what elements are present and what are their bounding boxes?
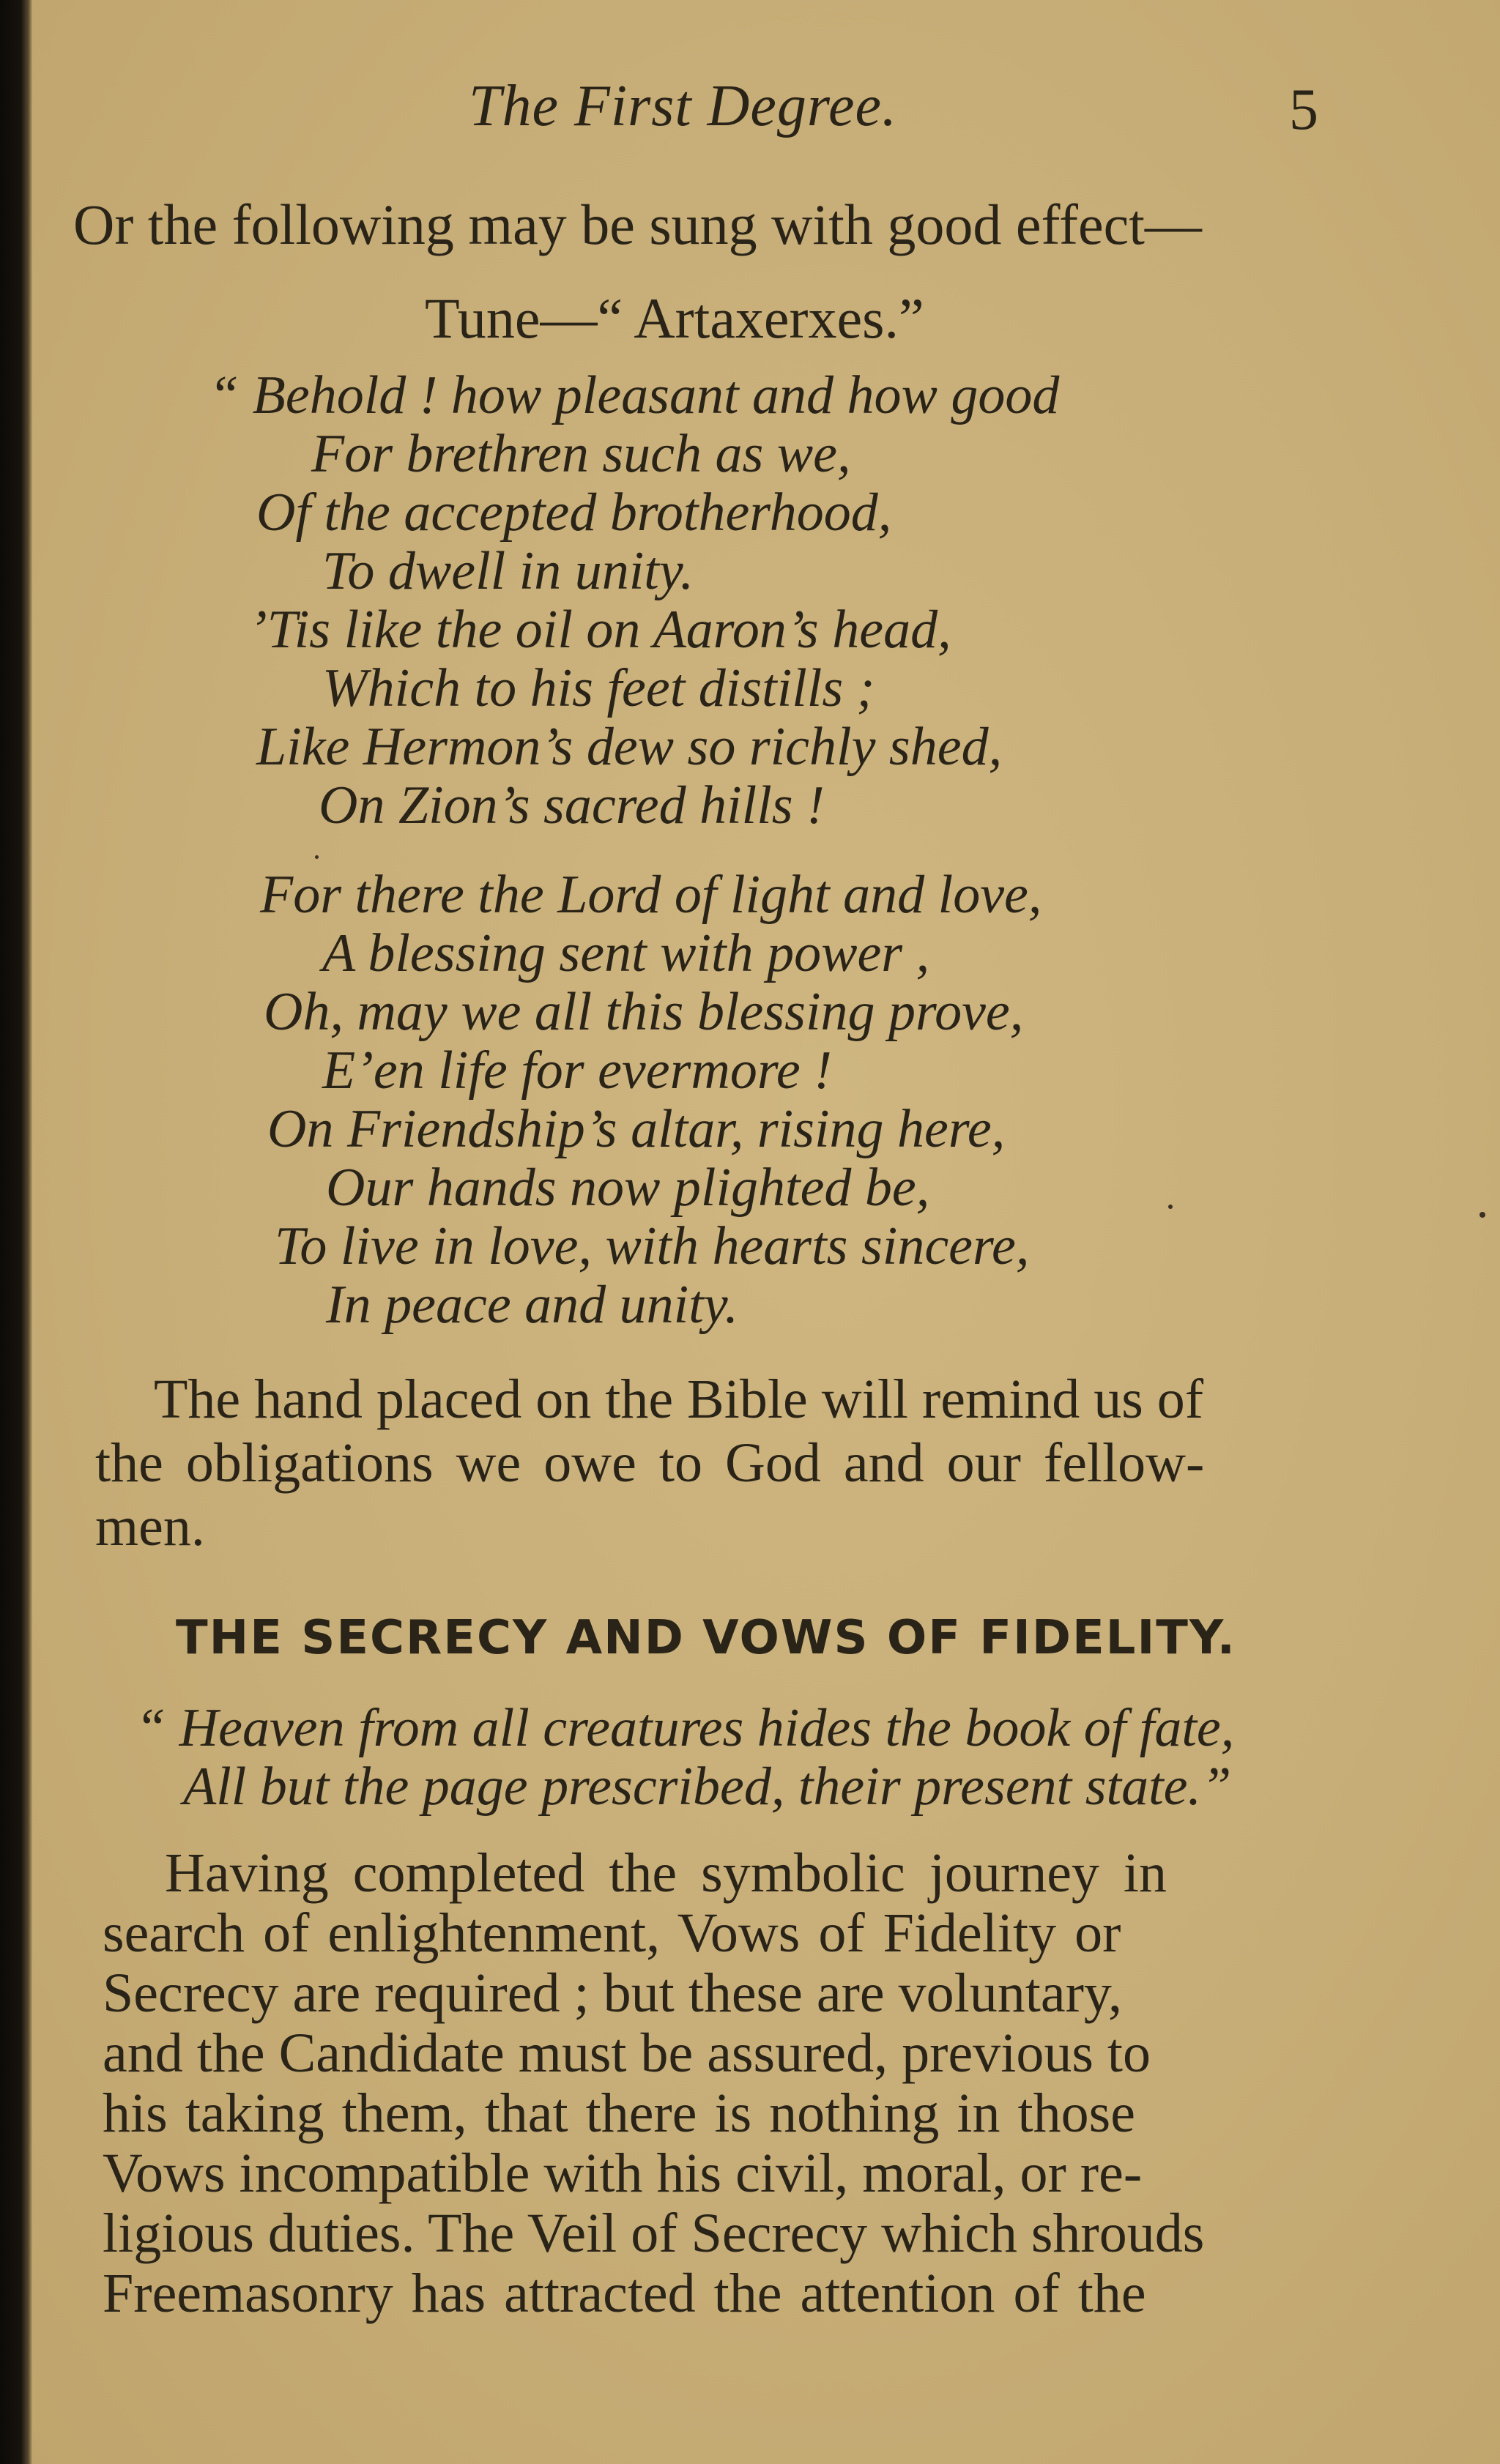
paper-speck	[1168, 1205, 1173, 1209]
paragraph-line: and the Candidate must be assured, previous to	[103, 2022, 1151, 2084]
paper-speck	[315, 855, 319, 859]
paragraph-line: ligious duties. The Veil of Secrecy which shrouds	[103, 2203, 1205, 2264]
hymn-line: To dwell in unity.	[322, 541, 694, 601]
hymn-line: Which to his feet distills ;	[322, 658, 875, 718]
paragraph-line: The hand placed on the Bible will remind us of	[154, 1369, 1204, 1430]
motto-line: All but the page prescribed, their present state.”	[183, 1757, 1232, 1817]
hymn-line: On Zion’s sacred hills !	[319, 775, 825, 835]
hymn-line: ’Tis like the oil on Aaron’s head,	[249, 600, 951, 660]
hymn-line: Of the accepted brotherhood,	[256, 483, 892, 543]
paragraph-line: Secrecy are required ; but these are voluntary,	[103, 1962, 1122, 2024]
paragraph-line: Having completed the symbolic journey in	[165, 1842, 1167, 1904]
paragraph-line: the obligations we owe to God and our fellow-	[95, 1432, 1205, 1494]
section-heading: THE SECRECY AND VOWS OF FIDELITY.	[176, 1611, 1236, 1665]
hymn-line: To live in love, with hearts sincere,	[275, 1216, 1030, 1276]
hymn-line: In peace and unity.	[326, 1275, 739, 1335]
hymn-line: “ Behold ! how pleasant and how good	[209, 365, 1060, 425]
hymn-line: For brethren such as we,	[311, 424, 851, 484]
motto-line: “ Heaven from all creatures hides the book of fate,	[135, 1698, 1235, 1758]
hymn-line: E’en life for evermore !	[322, 1041, 832, 1101]
paper-speck	[1479, 1212, 1485, 1218]
page-number: 5	[1289, 78, 1318, 142]
tune-line: Tune—“ Artaxerxes.”	[425, 286, 924, 350]
hymn-line: On Friendship’s altar, rising here,	[267, 1099, 1006, 1159]
hymn-line: A blessing sent with power ,	[322, 923, 930, 983]
paragraph-line: his taking them, that there is nothing in those	[103, 2083, 1135, 2144]
paragraph-line: Vows incompatible with his civil, moral, or re-	[103, 2143, 1143, 2204]
hymn-line: Oh, may we all this blessing prove,	[264, 982, 1024, 1042]
paragraph-line: men.	[95, 1496, 205, 1557]
book-binding-edge	[0, 0, 32, 2464]
paragraph-line: Freemasonry has attracted the attention of the	[103, 2263, 1146, 2324]
hymn-line: Like Hermon’s dew so richly shed,	[256, 717, 1003, 777]
intro-line: Or the following may be sung with good effect—	[73, 193, 1202, 256]
paragraph-line: search of enlightenment, Vows of Fidelity or	[103, 1902, 1121, 1964]
hymn-line: Our hands now plighted be,	[326, 1158, 930, 1218]
running-head: The First Degree.	[469, 74, 898, 138]
hymn-line: For there the Lord of light and love,	[260, 865, 1042, 925]
